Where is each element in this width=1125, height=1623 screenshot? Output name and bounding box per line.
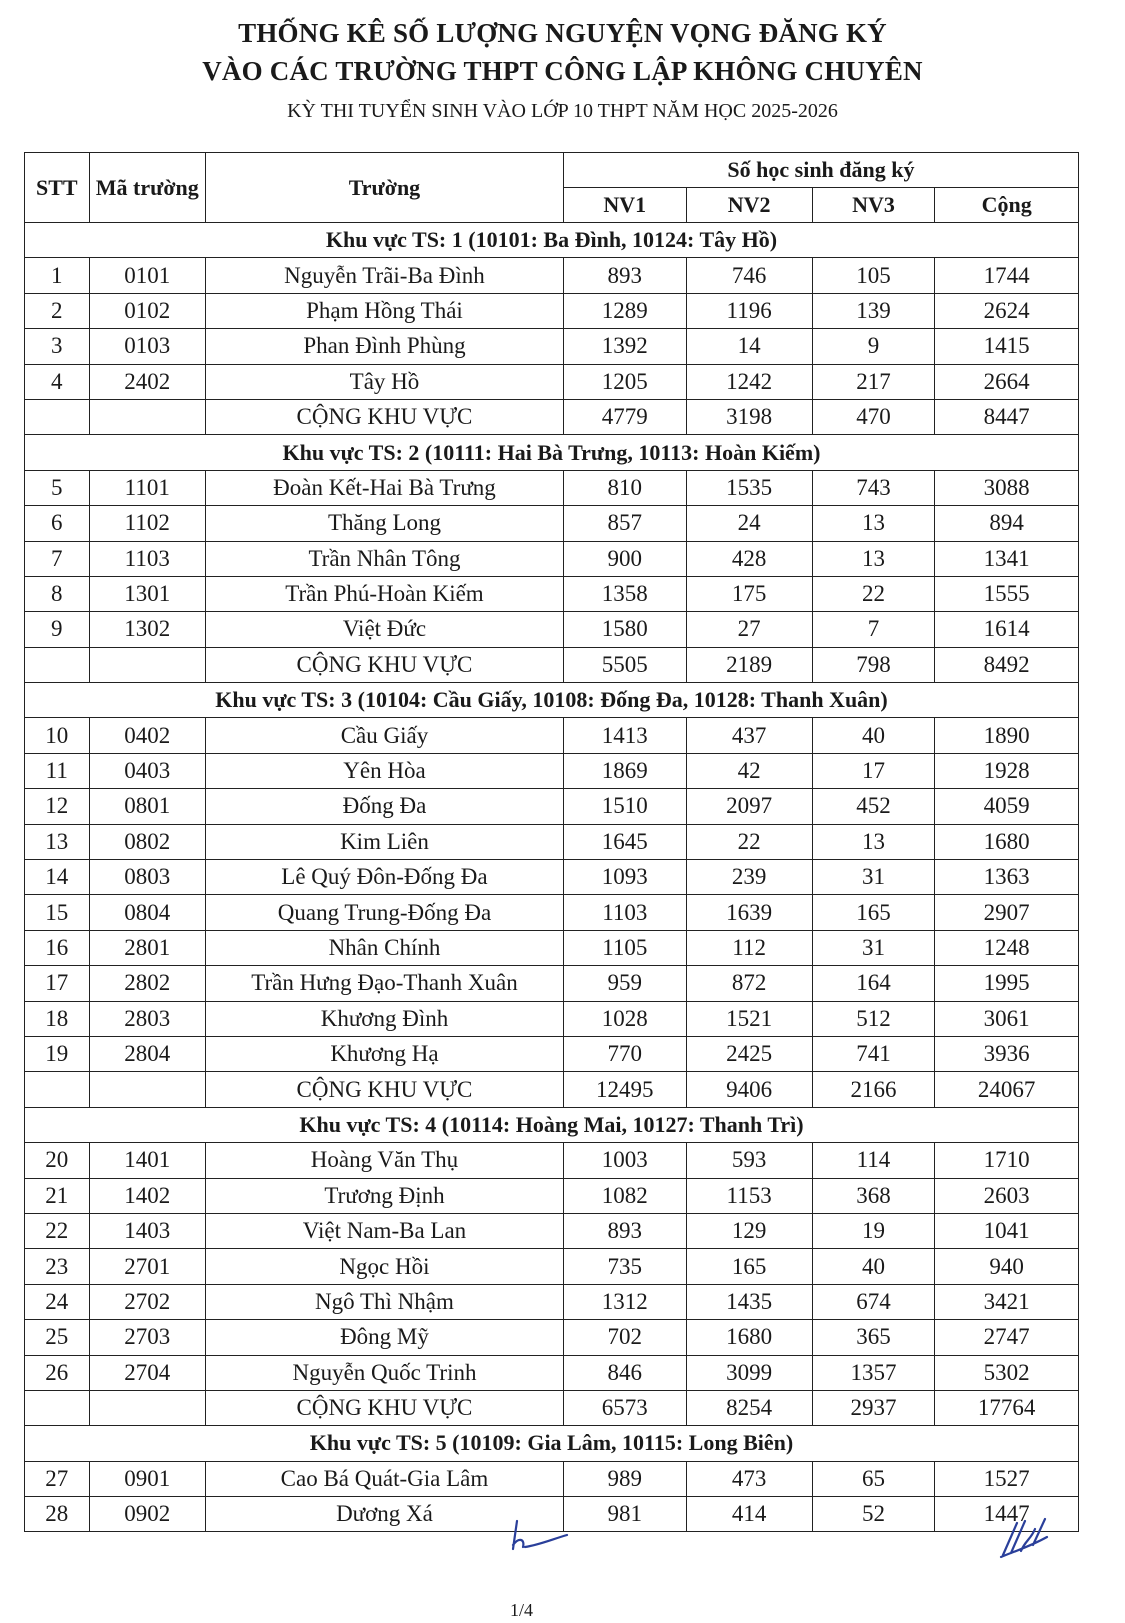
cell-ma-truong: 0804 xyxy=(89,895,206,930)
cell-stt: 5 xyxy=(25,470,90,505)
cell-nv3: 365 xyxy=(812,1320,935,1355)
cell-ma-truong: 2704 xyxy=(89,1355,206,1390)
cell-nv3: 31 xyxy=(812,930,935,965)
cell-nv1: 1082 xyxy=(563,1178,686,1213)
registration-table xyxy=(24,152,1079,1532)
cell-cong: 940 xyxy=(935,1249,1079,1284)
table-row xyxy=(25,1355,1079,1390)
cell-truong: Dương Xá xyxy=(206,1497,564,1532)
cell-ma-truong xyxy=(89,647,206,682)
table-row xyxy=(25,612,1079,647)
region-title: Khu vực TS: 3 (10104: Cầu Giấy, 10108: Đống Đa, 10128: Thanh Xuân) xyxy=(25,683,1079,718)
cell-nv3: 13 xyxy=(812,506,935,541)
cell-truong: Khương Đình xyxy=(206,1001,564,1036)
cell-truong: Tây Hồ xyxy=(206,364,564,399)
region-header-row xyxy=(25,1107,1079,1142)
cell-truong: Trần Hưng Đạo-Thanh Xuân xyxy=(206,966,564,1001)
cell-cong: 1555 xyxy=(935,576,1079,611)
region-title: Khu vực TS: 2 (10111: Hai Bà Trưng, 10113: Hoàn Kiếm) xyxy=(25,435,1079,470)
cell-nv2: 165 xyxy=(686,1249,812,1284)
cell-nv2: 22 xyxy=(686,824,812,859)
cell-nv1: 989 xyxy=(563,1461,686,1496)
cell-cong: 1995 xyxy=(935,966,1079,1001)
cell-ma-truong: 1301 xyxy=(89,576,206,611)
cell-cong: 1248 xyxy=(935,930,1079,965)
document-subtitle: KỲ THI TUYỂN SINH VÀO LỚP 10 THPT NĂM HỌC 2025-2026 xyxy=(287,100,838,122)
cell-cong: 1527 xyxy=(935,1461,1079,1496)
table-row xyxy=(25,718,1079,753)
cell-truong: Việt Đức xyxy=(206,612,564,647)
table-row xyxy=(25,470,1079,505)
region-total-row xyxy=(25,1390,1079,1425)
cell-nv3: 114 xyxy=(812,1143,935,1178)
cell-nv2: 3099 xyxy=(686,1355,812,1390)
cell-nv3: 368 xyxy=(812,1178,935,1213)
cell-nv1: 1358 xyxy=(563,576,686,611)
cell-total-nv3: 470 xyxy=(812,399,935,434)
table-row xyxy=(25,753,1079,788)
table-body xyxy=(25,223,1079,1532)
cell-cong: 2624 xyxy=(935,293,1079,328)
cell-nv3: 7 xyxy=(812,612,935,647)
cell-nv1: 1093 xyxy=(563,860,686,895)
region-total-row xyxy=(25,647,1079,682)
cell-ma-truong: 0803 xyxy=(89,860,206,895)
cell-nv2: 1680 xyxy=(686,1320,812,1355)
cell-nv2: 428 xyxy=(686,541,812,576)
cell-nv2: 1435 xyxy=(686,1284,812,1319)
cell-ma-truong: 2802 xyxy=(89,966,206,1001)
cell-cong: 2747 xyxy=(935,1320,1079,1355)
cell-stt: 8 xyxy=(25,576,90,611)
cell-nv1: 900 xyxy=(563,541,686,576)
cell-ma-truong: 0402 xyxy=(89,718,206,753)
cell-total-nv1: 5505 xyxy=(563,647,686,682)
cell-total-cong: 8492 xyxy=(935,647,1079,682)
cell-nv3: 165 xyxy=(812,895,935,930)
cell-ma-truong: 1101 xyxy=(89,470,206,505)
cell-stt xyxy=(25,1390,90,1425)
cell-cong: 2664 xyxy=(935,364,1079,399)
cell-ma-truong: 2702 xyxy=(89,1284,206,1319)
cell-total-label: CỘNG KHU VỰC xyxy=(206,399,564,434)
region-title: Khu vực TS: 1 (10101: Ba Đình, 10124: Tây Hồ) xyxy=(25,223,1079,258)
cell-stt xyxy=(25,399,90,434)
cell-cong: 1744 xyxy=(935,258,1079,293)
cell-nv2: 2097 xyxy=(686,789,812,824)
cell-stt: 2 xyxy=(25,293,90,328)
cell-nv2: 872 xyxy=(686,966,812,1001)
cell-truong: Cao Bá Quát-Gia Lâm xyxy=(206,1461,564,1496)
signature-mark-left xyxy=(505,1515,575,1555)
cell-truong: Khương Hạ xyxy=(206,1036,564,1071)
cell-cong: 3088 xyxy=(935,470,1079,505)
cell-cong: 3421 xyxy=(935,1284,1079,1319)
table-row xyxy=(25,576,1079,611)
cell-nv1: 959 xyxy=(563,966,686,1001)
region-total-row xyxy=(25,399,1079,434)
cell-cong: 1363 xyxy=(935,860,1079,895)
cell-truong: Cầu Giấy xyxy=(206,718,564,753)
cell-nv3: 19 xyxy=(812,1213,935,1248)
header-stt: STT xyxy=(25,153,90,223)
cell-stt: 10 xyxy=(25,718,90,753)
cell-truong: Thăng Long xyxy=(206,506,564,541)
cell-nv3: 164 xyxy=(812,966,935,1001)
cell-nv2: 1535 xyxy=(686,470,812,505)
cell-truong: Quang Trung-Đống Đa xyxy=(206,895,564,930)
cell-nv1: 1205 xyxy=(563,364,686,399)
cell-nv2: 239 xyxy=(686,860,812,895)
table-row xyxy=(25,966,1079,1001)
table-row xyxy=(25,329,1079,364)
cell-nv1: 846 xyxy=(563,1355,686,1390)
cell-ma-truong: 2402 xyxy=(89,364,206,399)
header-group-so-hoc-sinh: Số học sinh đăng ký xyxy=(563,153,1078,188)
cell-nv2: 112 xyxy=(686,930,812,965)
cell-total-nv3: 2166 xyxy=(812,1072,935,1107)
cell-ma-truong: 1402 xyxy=(89,1178,206,1213)
cell-nv2: 1242 xyxy=(686,364,812,399)
cell-ma-truong: 0801 xyxy=(89,789,206,824)
cell-ma-truong: 2703 xyxy=(89,1320,206,1355)
cell-stt: 16 xyxy=(25,930,90,965)
cell-stt: 7 xyxy=(25,541,90,576)
table-row xyxy=(25,895,1079,930)
cell-nv3: 9 xyxy=(812,329,935,364)
cell-cong: 5302 xyxy=(935,1355,1079,1390)
cell-nv3: 40 xyxy=(812,718,935,753)
cell-truong: Nguyễn Quốc Trinh xyxy=(206,1355,564,1390)
cell-nv1: 1510 xyxy=(563,789,686,824)
cell-stt: 22 xyxy=(25,1213,90,1248)
cell-cong: 1415 xyxy=(935,329,1079,364)
table-row xyxy=(25,930,1079,965)
table-row xyxy=(25,1178,1079,1213)
region-title: Khu vực TS: 5 (10109: Gia Lâm, 10115: Long Biên) xyxy=(25,1426,1079,1461)
cell-truong: Việt Nam-Ba Lan xyxy=(206,1213,564,1248)
cell-stt: 21 xyxy=(25,1178,90,1213)
region-header-row xyxy=(25,683,1079,718)
region-total-row xyxy=(25,1072,1079,1107)
cell-ma-truong: 2801 xyxy=(89,930,206,965)
table-row xyxy=(25,1249,1079,1284)
cell-total-label: CỘNG KHU VỰC xyxy=(206,1390,564,1425)
cell-ma-truong: 1403 xyxy=(89,1213,206,1248)
cell-nv1: 1413 xyxy=(563,718,686,753)
cell-stt: 18 xyxy=(25,1001,90,1036)
cell-ma-truong: 2701 xyxy=(89,1249,206,1284)
cell-total-nv2: 9406 xyxy=(686,1072,812,1107)
header-nv3: NV3 xyxy=(812,188,935,223)
cell-ma-truong: 0102 xyxy=(89,293,206,328)
cell-nv3: 1357 xyxy=(812,1355,935,1390)
cell-ma-truong: 2803 xyxy=(89,1001,206,1036)
cell-stt: 3 xyxy=(25,329,90,364)
cell-stt: 6 xyxy=(25,506,90,541)
cell-cong: 1890 xyxy=(935,718,1079,753)
cell-truong: Đông Mỹ xyxy=(206,1320,564,1355)
cell-stt: 20 xyxy=(25,1143,90,1178)
cell-ma-truong: 0103 xyxy=(89,329,206,364)
cell-total-nv2: 8254 xyxy=(686,1390,812,1425)
region-header-row xyxy=(25,435,1079,470)
cell-nv1: 810 xyxy=(563,470,686,505)
cell-nv3: 17 xyxy=(812,753,935,788)
cell-nv2: 2425 xyxy=(686,1036,812,1071)
cell-cong: 2603 xyxy=(935,1178,1079,1213)
table-row xyxy=(25,824,1079,859)
table-row xyxy=(25,293,1079,328)
cell-nv2: 27 xyxy=(686,612,812,647)
cell-nv3: 139 xyxy=(812,293,935,328)
cell-cong: 1928 xyxy=(935,753,1079,788)
cell-truong: Nguyễn Trãi-Ba Đình xyxy=(206,258,564,293)
cell-truong: Yên Hòa xyxy=(206,753,564,788)
cell-truong: Ngô Thì Nhậm xyxy=(206,1284,564,1319)
region-title: Khu vực TS: 4 (10114: Hoàng Mai, 10127: Thanh Trì) xyxy=(25,1107,1079,1142)
cell-stt: 19 xyxy=(25,1036,90,1071)
cell-nv3: 40 xyxy=(812,1249,935,1284)
cell-total-nv1: 6573 xyxy=(563,1390,686,1425)
signature-mark-right xyxy=(995,1515,1055,1565)
cell-stt: 15 xyxy=(25,895,90,930)
cell-ma-truong xyxy=(89,1390,206,1425)
cell-ma-truong: 0902 xyxy=(89,1497,206,1532)
header-nv2: NV2 xyxy=(686,188,812,223)
cell-stt: 9 xyxy=(25,612,90,647)
cell-nv1: 770 xyxy=(563,1036,686,1071)
table-row xyxy=(25,1143,1079,1178)
cell-stt: 11 xyxy=(25,753,90,788)
cell-ma-truong: 0901 xyxy=(89,1461,206,1496)
cell-stt: 25 xyxy=(25,1320,90,1355)
cell-total-nv1: 4779 xyxy=(563,399,686,434)
header-nv1: NV1 xyxy=(563,188,686,223)
cell-total-cong: 24067 xyxy=(935,1072,1079,1107)
cell-stt: 23 xyxy=(25,1249,90,1284)
cell-cong: 894 xyxy=(935,506,1079,541)
cell-cong: 2907 xyxy=(935,895,1079,930)
cell-total-nv2: 3198 xyxy=(686,399,812,434)
cell-truong: Đoàn Kết-Hai Bà Trưng xyxy=(206,470,564,505)
cell-stt: 26 xyxy=(25,1355,90,1390)
cell-ma-truong: 2804 xyxy=(89,1036,206,1071)
cell-truong: Trần Nhân Tông xyxy=(206,541,564,576)
cell-nv1: 1869 xyxy=(563,753,686,788)
cell-nv1: 1105 xyxy=(563,930,686,965)
cell-ma-truong: 0802 xyxy=(89,824,206,859)
cell-nv3: 22 xyxy=(812,576,935,611)
cell-stt: 12 xyxy=(25,789,90,824)
cell-ma-truong: 1302 xyxy=(89,612,206,647)
region-header-row xyxy=(25,1426,1079,1461)
cell-ma-truong xyxy=(89,1072,206,1107)
cell-ma-truong: 1102 xyxy=(89,506,206,541)
cell-stt xyxy=(25,647,90,682)
table-row xyxy=(25,364,1079,399)
table-row xyxy=(25,1320,1079,1355)
cell-total-label: CỘNG KHU VỰC xyxy=(206,1072,564,1107)
cell-truong: Hoàng Văn Thụ xyxy=(206,1143,564,1178)
table-row xyxy=(25,1213,1079,1248)
cell-stt: 4 xyxy=(25,364,90,399)
cell-truong: Trần Phú-Hoàn Kiếm xyxy=(206,576,564,611)
cell-nv2: 1153 xyxy=(686,1178,812,1213)
cell-nv3: 741 xyxy=(812,1036,935,1071)
cell-total-label: CỘNG KHU VỰC xyxy=(206,647,564,682)
cell-nv2: 1196 xyxy=(686,293,812,328)
table-row xyxy=(25,789,1079,824)
cell-nv3: 13 xyxy=(812,824,935,859)
cell-ma-truong: 1401 xyxy=(89,1143,206,1178)
cell-ma-truong xyxy=(89,399,206,434)
cell-nv2: 414 xyxy=(686,1497,812,1532)
table-row xyxy=(25,1284,1079,1319)
cell-nv2: 24 xyxy=(686,506,812,541)
cell-nv1: 893 xyxy=(563,1213,686,1248)
cell-nv2: 593 xyxy=(686,1143,812,1178)
cell-nv1: 1103 xyxy=(563,895,686,930)
cell-total-nv3: 798 xyxy=(812,647,935,682)
cell-truong: Nhân Chính xyxy=(206,930,564,965)
cell-stt: 17 xyxy=(25,966,90,1001)
cell-nv1: 857 xyxy=(563,506,686,541)
table-row xyxy=(25,506,1079,541)
cell-stt xyxy=(25,1072,90,1107)
cell-nv3: 452 xyxy=(812,789,935,824)
document-title-line2: VÀO CÁC TRƯỜNG THPT CÔNG LẬP KHÔNG CHUYÊN xyxy=(202,56,923,86)
document-title-line1: THỐNG KÊ SỐ LƯỢNG NGUYỆN VỌNG ĐĂNG KÝ xyxy=(238,18,887,48)
table-row xyxy=(25,258,1079,293)
cell-total-nv1: 12495 xyxy=(563,1072,686,1107)
cell-total-nv2: 2189 xyxy=(686,647,812,682)
cell-stt: 27 xyxy=(25,1461,90,1496)
cell-ma-truong: 1103 xyxy=(89,541,206,576)
table-row xyxy=(25,1461,1079,1496)
cell-total-cong: 17764 xyxy=(935,1390,1079,1425)
cell-truong: Phạm Hồng Thái xyxy=(206,293,564,328)
table-row xyxy=(25,1036,1079,1071)
cell-nv3: 743 xyxy=(812,470,935,505)
cell-nv1: 1289 xyxy=(563,293,686,328)
table-row xyxy=(25,541,1079,576)
cell-ma-truong: 0101 xyxy=(89,258,206,293)
cell-stt: 24 xyxy=(25,1284,90,1319)
cell-stt: 13 xyxy=(25,824,90,859)
cell-truong: Kim Liên xyxy=(206,824,564,859)
cell-nv1: 893 xyxy=(563,258,686,293)
cell-nv2: 437 xyxy=(686,718,812,753)
header-cong: Cộng xyxy=(935,188,1079,223)
cell-stt: 14 xyxy=(25,860,90,895)
cell-nv3: 217 xyxy=(812,364,935,399)
cell-nv2: 175 xyxy=(686,576,812,611)
header-ma-truong: Mã trường xyxy=(89,153,206,223)
cell-cong: 3061 xyxy=(935,1001,1079,1036)
cell-nv1: 702 xyxy=(563,1320,686,1355)
cell-total-nv3: 2937 xyxy=(812,1390,935,1425)
cell-nv2: 473 xyxy=(686,1461,812,1496)
cell-nv2: 1521 xyxy=(686,1001,812,1036)
cell-cong: 4059 xyxy=(935,789,1079,824)
table-row xyxy=(25,860,1079,895)
cell-cong: 1341 xyxy=(935,541,1079,576)
cell-stt: 1 xyxy=(25,258,90,293)
cell-nv1: 1392 xyxy=(563,329,686,364)
cell-nv3: 52 xyxy=(812,1497,935,1532)
cell-nv1: 735 xyxy=(563,1249,686,1284)
cell-nv1: 1645 xyxy=(563,824,686,859)
cell-cong: 3936 xyxy=(935,1036,1079,1071)
cell-truong: Lê Quý Đôn-Đống Đa xyxy=(206,860,564,895)
cell-cong: 1447 xyxy=(935,1497,1079,1532)
cell-cong: 1680 xyxy=(935,824,1079,859)
page-number: 1/4 xyxy=(510,1600,534,1620)
cell-stt: 28 xyxy=(25,1497,90,1532)
cell-nv3: 512 xyxy=(812,1001,935,1036)
cell-nv3: 674 xyxy=(812,1284,935,1319)
cell-nv3: 13 xyxy=(812,541,935,576)
cell-nv1: 981 xyxy=(563,1497,686,1532)
cell-truong: Trương Định xyxy=(206,1178,564,1213)
cell-truong: Đống Đa xyxy=(206,789,564,824)
cell-truong: Ngọc Hồi xyxy=(206,1249,564,1284)
cell-nv3: 31 xyxy=(812,860,935,895)
cell-nv2: 42 xyxy=(686,753,812,788)
region-header-row xyxy=(25,223,1079,258)
cell-nv3: 105 xyxy=(812,258,935,293)
cell-cong: 1041 xyxy=(935,1213,1079,1248)
header-truong: Trường xyxy=(206,153,564,223)
cell-ma-truong: 0403 xyxy=(89,753,206,788)
cell-nv1: 1003 xyxy=(563,1143,686,1178)
cell-nv2: 746 xyxy=(686,258,812,293)
cell-total-cong: 8447 xyxy=(935,399,1079,434)
table-row xyxy=(25,1001,1079,1036)
cell-cong: 1710 xyxy=(935,1143,1079,1178)
cell-nv2: 1639 xyxy=(686,895,812,930)
cell-nv1: 1028 xyxy=(563,1001,686,1036)
cell-nv1: 1580 xyxy=(563,612,686,647)
cell-nv2: 14 xyxy=(686,329,812,364)
cell-nv1: 1312 xyxy=(563,1284,686,1319)
cell-nv3: 65 xyxy=(812,1461,935,1496)
cell-truong: Phan Đình Phùng xyxy=(206,329,564,364)
cell-nv2: 129 xyxy=(686,1213,812,1248)
cell-cong: 1614 xyxy=(935,612,1079,647)
